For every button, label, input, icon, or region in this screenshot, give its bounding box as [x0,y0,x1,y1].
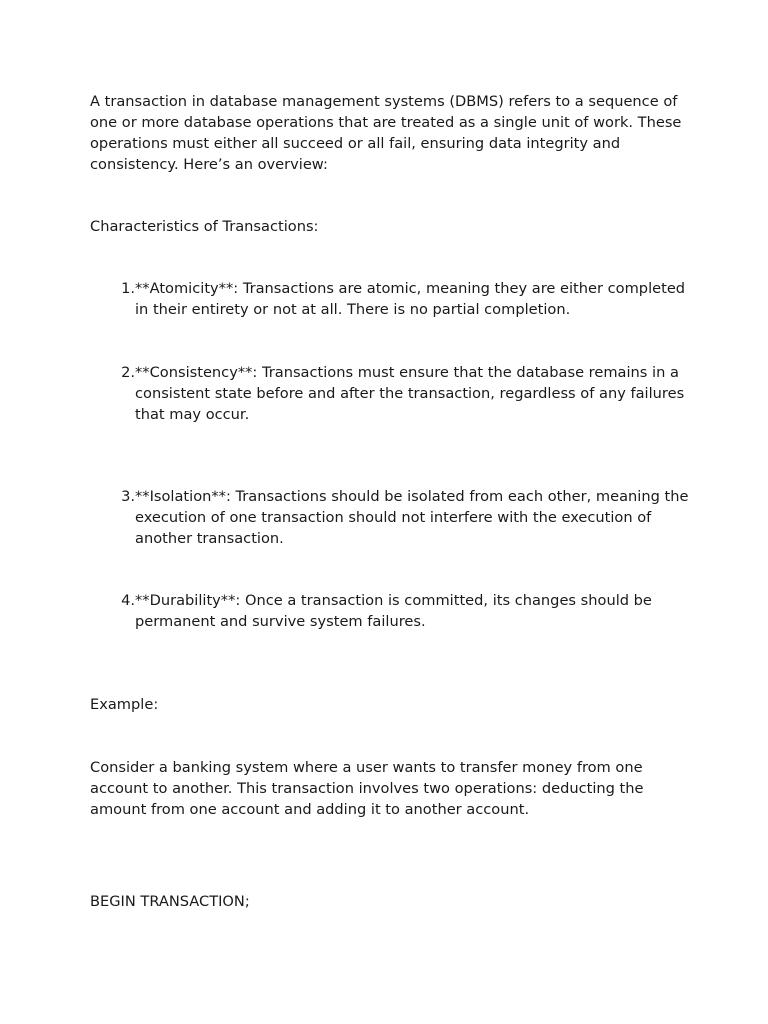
list-item-consistency [90,362,690,425]
list-item-number: 4. [121,592,135,609]
list-item-durability [90,590,690,632]
list-item-number: 1. [121,280,135,297]
code-line: BEGIN TRANSACTION; [90,893,250,910]
example-heading: Example: [90,696,159,713]
list-item-number: 2. [121,364,135,381]
list-item-number: 3. [121,488,135,505]
characteristics-heading: Characteristics of Transactions: [90,218,319,235]
list-item-text: **Consistency**: Transactions must ensure that the database remains in a consistent state before and after the transaction, regardless of any failures that may occur. [135,364,685,423]
list-item-atomicity [90,278,690,320]
intro-paragraph: A transaction in database management systems (DBMS) refers to a sequence of one or more database operations that are treated as a single unit of work. These operations must either all succeed or all fail, ensuring data integrity and consistency. Here’s an overview: [90,93,682,173]
list-item-isolation [90,486,690,549]
list-item-text: **Atomicity**: Transactions are atomic, meaning they are either completed in their entirety or not at all. There is no partial completion. [135,280,686,318]
list-item-text: **Isolation**: Transactions should be isolated from each other, meaning the execution of one transaction should not interfere with the execution of another transaction. [135,488,689,547]
list-item-text: **Durability**: Once a transaction is committed, its changes should be permanent and survive system failures. [135,592,652,630]
example-paragraph: Consider a banking system where a user wants to transfer money from one account to another. This transaction involves two operations: deducting the amount from one account and adding it to another account. [90,759,644,818]
